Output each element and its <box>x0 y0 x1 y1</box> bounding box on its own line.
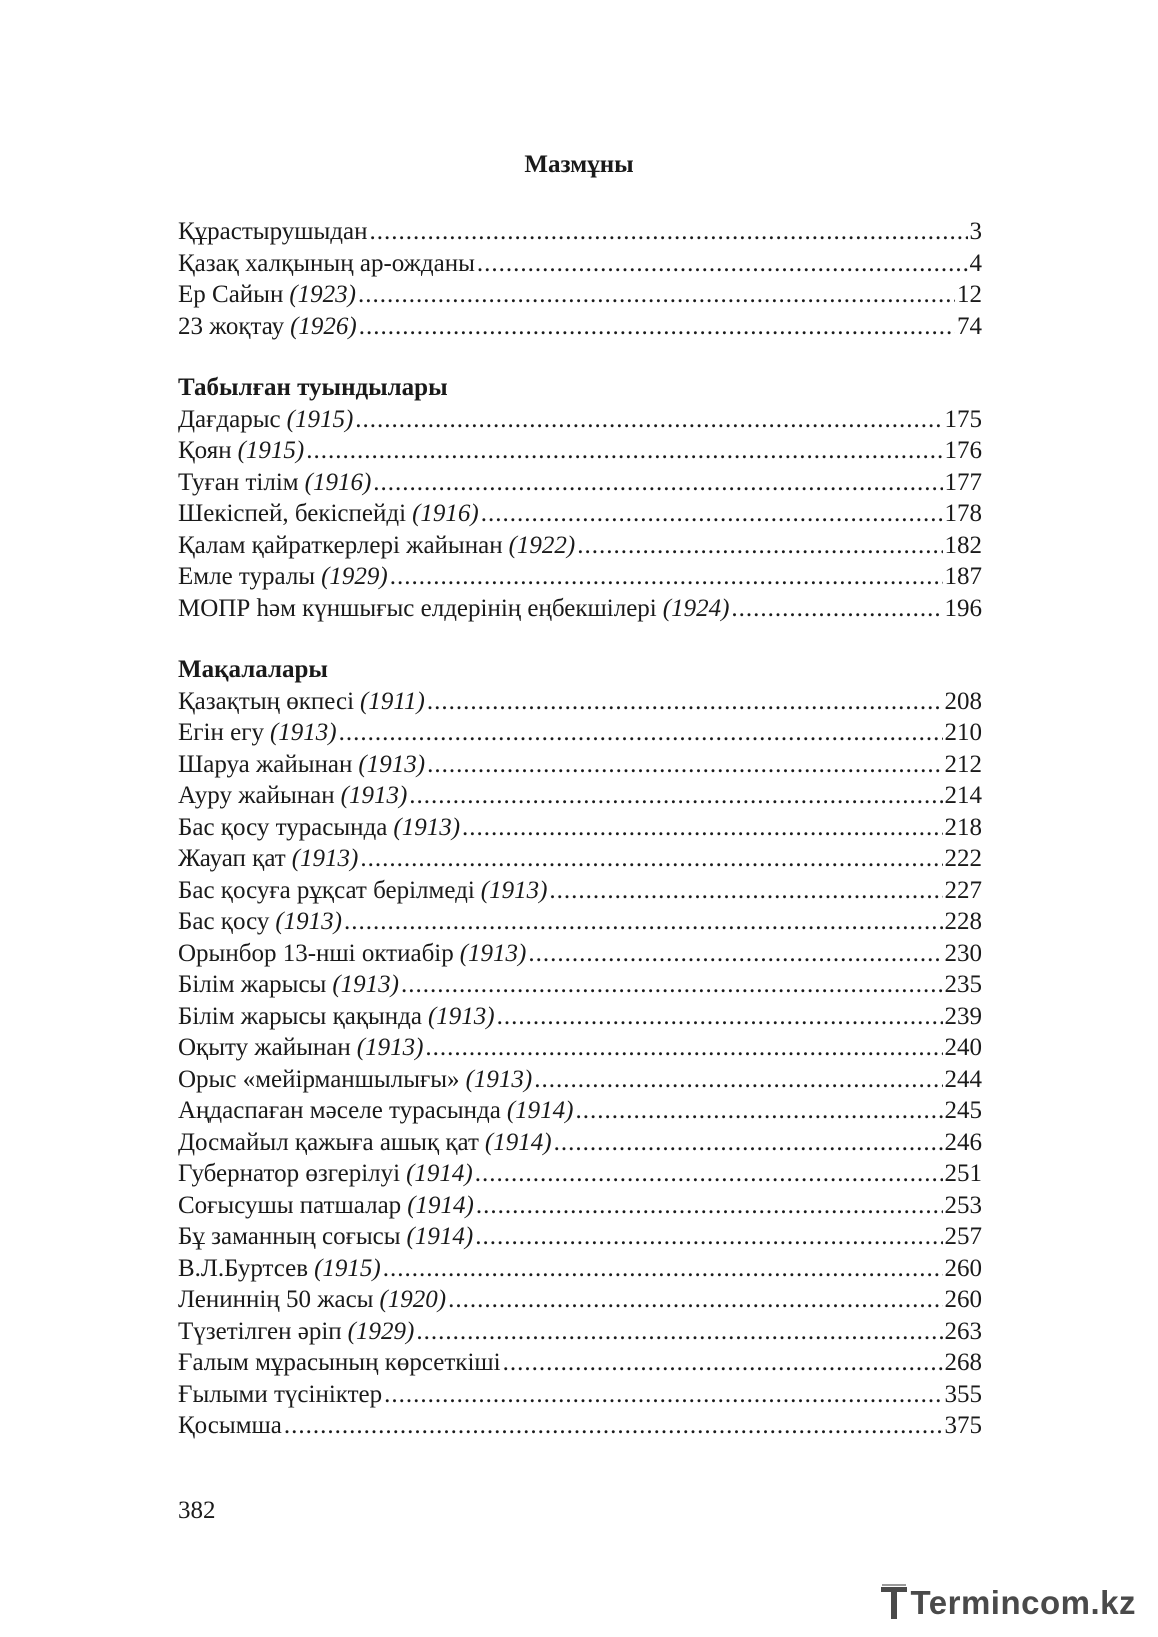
toc-entry <box>178 1032 982 1064</box>
entry-year: (1913) <box>465 1065 533 1093</box>
dot-leader <box>384 1379 942 1411</box>
dot-leader <box>344 906 943 938</box>
entry-page: 3 <box>969 218 982 245</box>
entry-title: Шаруа жайынан <box>178 750 353 778</box>
entry-title: Туған тілім <box>178 468 299 496</box>
dot-leader <box>477 248 968 280</box>
toc-section-articles <box>178 654 982 1442</box>
entry-title: Құрастырушыдан <box>178 218 368 245</box>
toc-entry <box>178 279 982 311</box>
entry-year: (1923) <box>289 281 357 308</box>
dot-leader <box>427 686 943 718</box>
dot-leader <box>481 498 943 530</box>
entry-page: 74 <box>957 312 982 340</box>
entry-year: (1929) <box>321 563 388 590</box>
dot-leader <box>575 1095 942 1127</box>
entry-title: Жауап қат <box>178 845 286 872</box>
dot-leader <box>577 530 942 562</box>
entry-page: 187 <box>944 563 982 590</box>
toc-entry <box>178 969 982 1001</box>
toc-entry <box>178 530 982 562</box>
page-number: 382 <box>178 1497 216 1524</box>
entry-title: Қазақ халқының ар-ожданы <box>178 249 475 277</box>
entry-page: 268 <box>944 1349 982 1376</box>
entry-page: 177 <box>944 468 982 496</box>
entry-year: (1920) <box>379 1286 447 1313</box>
entry-title: Қалам қайраткерлері жайынан <box>178 531 503 559</box>
toc-entry <box>178 561 982 593</box>
page-title: Мазмұны <box>524 151 634 178</box>
entry-title: Ер Сайын <box>178 281 284 308</box>
table-of-contents <box>178 216 982 1442</box>
toc-entry <box>178 1127 982 1159</box>
entry-title: Дағдарыс <box>178 405 281 433</box>
entry-page: 355 <box>944 1380 982 1408</box>
toc-entry <box>178 1190 982 1222</box>
toc-section-found-works <box>178 372 982 624</box>
entry-year: (1914) <box>406 1223 474 1250</box>
toc-entry <box>178 1347 982 1379</box>
entry-page: 212 <box>944 750 982 778</box>
entry-page: 214 <box>944 782 982 809</box>
entry-page: 222 <box>944 845 982 872</box>
toc-entry <box>178 717 982 749</box>
entry-year: (1913) <box>459 939 527 967</box>
entry-page: 175 <box>944 405 982 433</box>
entry-title: Бұ заманның соғысы <box>178 1223 401 1250</box>
entry-page: 218 <box>944 813 982 841</box>
entry-title: Бас қосу турасында <box>178 813 388 841</box>
entry-title: Губернатор өзгерілуі <box>178 1160 401 1187</box>
dot-leader <box>425 1032 942 1064</box>
toc-entry <box>178 780 982 812</box>
toc-entry <box>178 1379 982 1411</box>
dot-leader <box>306 435 942 467</box>
entry-title: Егін егу <box>178 719 264 746</box>
entry-page: 4 <box>969 249 982 277</box>
toc-entry <box>178 1284 982 1316</box>
entry-page: 178 <box>944 500 982 527</box>
toc-entry <box>178 938 982 970</box>
toc-entry <box>178 1064 982 1096</box>
dot-leader <box>383 1253 943 1285</box>
toc-entry <box>178 467 982 499</box>
entry-title: Досмайыл қажыға ашық қат <box>178 1128 479 1156</box>
entry-page: 375 <box>944 1412 982 1439</box>
entry-title: Оқыту жайынан <box>178 1034 351 1061</box>
entry-year: (1924) <box>662 594 730 622</box>
entry-page: 235 <box>944 971 982 998</box>
entry-page: 227 <box>944 876 982 904</box>
toc-entry <box>178 248 982 280</box>
entry-year: (1916) <box>412 500 479 527</box>
entry-title: Емле туралы <box>178 563 316 590</box>
watermark-text: Termincom.kz <box>910 1584 1136 1621</box>
entry-year: (1913) <box>340 782 408 809</box>
dot-leader <box>370 216 968 248</box>
entry-year: (1914) <box>484 1128 552 1156</box>
toc-entry <box>178 812 982 844</box>
entry-page: 245 <box>944 1097 982 1124</box>
entry-title: Бас қосуға рұқсат берілмеді <box>178 876 475 904</box>
entry-page: 244 <box>944 1065 982 1093</box>
dot-leader <box>476 1190 943 1222</box>
entry-year: (1913) <box>275 908 342 935</box>
dot-leader <box>358 279 955 311</box>
entry-year: (1913) <box>356 1034 424 1061</box>
entry-page: 257 <box>944 1223 982 1250</box>
entry-title: Соғысушы патшалар <box>178 1191 402 1219</box>
entry-page: 260 <box>944 1254 982 1282</box>
toc-entry <box>178 593 982 625</box>
dot-leader <box>448 1284 942 1316</box>
entry-page: 182 <box>944 531 982 559</box>
entry-year: (1913) <box>393 813 461 841</box>
entry-year: (1914) <box>406 1160 473 1187</box>
entry-title: Орыс «мейірманшылығы» <box>178 1065 460 1093</box>
entry-title: Ғалым мұрасының көрсеткіші <box>178 1349 501 1376</box>
dot-leader <box>416 1316 942 1348</box>
dot-leader <box>554 1127 943 1159</box>
entry-page: 228 <box>944 908 982 935</box>
entry-year: (1915) <box>237 437 305 464</box>
entry-year: (1926) <box>290 312 357 340</box>
entry-page: 251 <box>944 1160 982 1187</box>
dot-leader <box>503 1347 943 1379</box>
dot-leader <box>427 749 942 781</box>
toc-entry <box>178 843 982 875</box>
entry-title: Қоян <box>178 437 232 464</box>
entry-year: (1913) <box>291 845 359 872</box>
dot-leader <box>339 717 943 749</box>
entry-page: 246 <box>944 1128 982 1156</box>
section-heading: Мақалалары <box>178 656 328 683</box>
entry-title: Қазақтың өкпесі <box>178 687 355 715</box>
entry-year: (1913) <box>269 719 337 746</box>
entry-page: 260 <box>944 1286 982 1313</box>
entry-page: 239 <box>944 1002 982 1030</box>
entry-year: (1914) <box>407 1191 474 1219</box>
dot-leader <box>355 404 942 436</box>
dot-leader <box>534 1064 942 1096</box>
toc-entry <box>178 311 982 343</box>
entry-page: 12 <box>957 281 982 308</box>
entry-page: 208 <box>944 687 982 715</box>
toc-entry <box>178 906 982 938</box>
entry-year: (1929) <box>347 1317 415 1345</box>
entry-page: 196 <box>944 594 982 622</box>
toc-section-main <box>178 216 982 342</box>
entry-title: Қосымша <box>178 1412 282 1439</box>
toc-entry <box>178 1158 982 1190</box>
dot-leader <box>497 1001 943 1033</box>
dot-leader <box>373 467 942 499</box>
toc-entry <box>178 749 982 781</box>
entry-title: Шекіспей, бекіспейді <box>178 500 407 527</box>
entry-year: (1922) <box>508 531 576 559</box>
entry-year: (1915) <box>286 405 354 433</box>
entry-title: Түзетілген әріп <box>178 1317 342 1345</box>
entry-year: (1913) <box>332 971 400 998</box>
section-heading: Табылған туындылары <box>178 374 448 401</box>
entry-year: (1913) <box>480 876 548 904</box>
toc-entry <box>178 1316 982 1348</box>
entry-title: Ғылыми түсініктер <box>178 1380 383 1408</box>
entry-page: 176 <box>944 437 982 464</box>
dot-leader <box>475 1158 943 1190</box>
toc-entry <box>178 1095 982 1127</box>
entry-title: В.Л.Буртсев <box>178 1254 309 1282</box>
toc-entry <box>178 498 982 530</box>
toc-entry <box>178 875 982 907</box>
entry-title: Білім жарысы қақында <box>178 1002 422 1030</box>
toc-entry <box>178 1221 982 1253</box>
dot-leader <box>549 875 942 907</box>
dot-leader <box>409 780 942 812</box>
dot-leader <box>731 593 942 625</box>
dot-leader <box>359 311 955 343</box>
toc-entry <box>178 216 982 248</box>
entry-year: (1913) <box>427 1002 495 1030</box>
entry-page: 210 <box>944 719 982 746</box>
watermark <box>879 1579 1136 1627</box>
termincom-logo-icon <box>879 1583 909 1623</box>
entry-title: Лениннің 50 жасы <box>178 1286 374 1313</box>
entry-year: (1911) <box>360 687 425 715</box>
dot-leader <box>284 1410 943 1442</box>
dot-leader <box>475 1221 942 1253</box>
toc-entry <box>178 435 982 467</box>
toc-entry <box>178 1410 982 1442</box>
toc-entry <box>178 404 982 436</box>
dot-leader <box>390 561 943 593</box>
entry-title: Бас қосу <box>178 908 270 935</box>
toc-entry <box>178 1253 982 1285</box>
entry-title: МОПР һәм күншығыс елдерінің еңбекшілері <box>178 594 657 622</box>
entry-year: (1915) <box>314 1254 381 1282</box>
entry-page: 263 <box>944 1317 982 1345</box>
entry-title: Орынбор 13-нші октиабір <box>178 939 454 967</box>
dot-leader <box>401 969 942 1001</box>
entry-page: 253 <box>944 1191 982 1219</box>
entry-year: (1916) <box>304 468 372 496</box>
entry-title: 23 жоқтау <box>178 312 285 340</box>
entry-title: Білім жарысы <box>178 971 327 998</box>
dot-leader <box>462 812 942 844</box>
toc-entry <box>178 686 982 718</box>
entry-title: Ауру жайынан <box>178 782 335 809</box>
toc-entry <box>178 1001 982 1033</box>
entry-page: 230 <box>944 939 982 967</box>
dot-leader <box>528 938 942 970</box>
entry-year: (1913) <box>358 750 426 778</box>
entry-title: Аңдаспаған мәселе турасында <box>178 1097 501 1124</box>
entry-year: (1914) <box>506 1097 574 1124</box>
dot-leader <box>360 843 942 875</box>
entry-page: 240 <box>944 1034 982 1061</box>
